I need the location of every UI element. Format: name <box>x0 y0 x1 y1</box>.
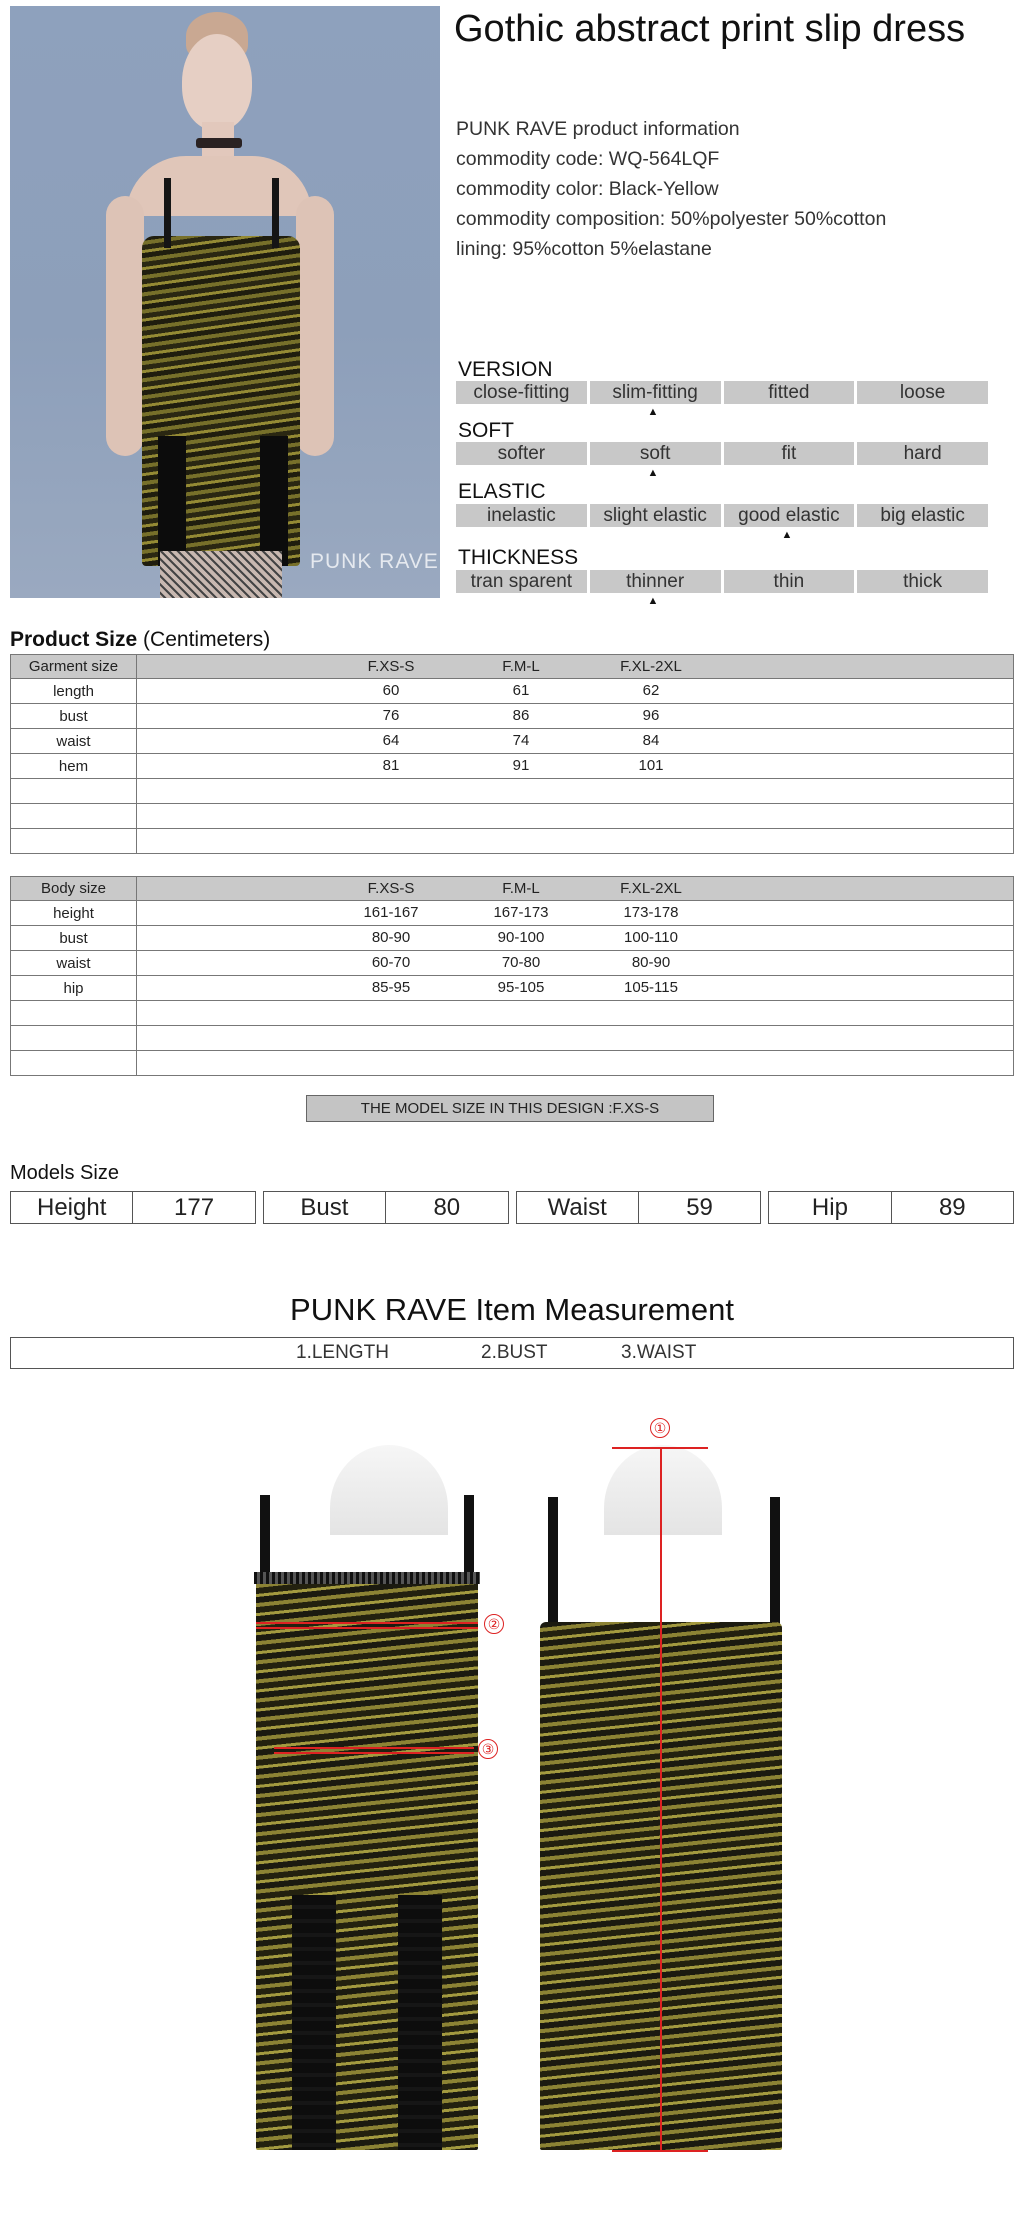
front-dress <box>256 1578 478 2150</box>
empty-cell <box>137 1051 1014 1076</box>
scale-title-soft: SOFT <box>458 419 514 442</box>
models-pair-hip <box>768 1191 1014 1224</box>
cell-value: 60 <box>382 682 400 699</box>
scale-title-elastic: ELASTIC <box>458 480 546 503</box>
scale-option: close-fitting <box>456 381 587 404</box>
table-row-empty <box>11 779 1014 804</box>
cell-value: 84 <box>642 732 660 749</box>
empty-cell <box>137 829 1014 854</box>
scale-marker-thickness: ▲ <box>647 595 659 607</box>
row-label: height <box>11 901 137 926</box>
cell-value: 86 <box>512 707 530 724</box>
models-label: Hip <box>811 1194 848 1221</box>
row-values <box>137 926 1014 951</box>
info-brand-line: PUNK RAVE product information <box>456 118 740 140</box>
empty-cell <box>11 1051 137 1076</box>
info-lining: lining: 95%cotton 5%elastane <box>456 238 712 260</box>
models-value: 177 <box>132 1192 254 1223</box>
body-size-table <box>10 876 1014 1076</box>
empty-cell <box>11 1001 137 1026</box>
size-column-header: F.M-L <box>502 880 540 897</box>
scale-marker-elastic: ▲ <box>781 529 793 541</box>
models-pair-height <box>10 1191 256 1224</box>
size-column-header: F.XS-S <box>367 880 415 897</box>
models-value: 59 <box>638 1192 760 1223</box>
row-values <box>137 976 1014 1001</box>
dress-strap <box>164 178 171 248</box>
dress-slit <box>260 436 288 566</box>
product-title: Gothic abstract print slip dress <box>454 8 966 50</box>
scale-option: thin <box>724 570 855 593</box>
front-slit <box>398 1895 442 2150</box>
table-row <box>11 729 1014 754</box>
scale-option: loose <box>857 381 988 404</box>
table-row-empty <box>11 1051 1014 1076</box>
measurement-item-bust: 2.BUST <box>481 1342 548 1363</box>
table-header-label: Garment size <box>11 655 137 679</box>
cell-value: 101 <box>638 757 664 774</box>
cell-value: 85-95 <box>371 979 411 996</box>
scale-option: hard <box>857 442 988 465</box>
row-label: waist <box>11 951 137 976</box>
row-label: hip <box>11 976 137 1001</box>
scale-thickness <box>456 570 988 593</box>
cell-value: 100-110 <box>624 929 678 946</box>
table-row-empty <box>11 1001 1014 1026</box>
model-photo <box>10 6 440 598</box>
dress-strap <box>272 178 279 248</box>
bust-line <box>256 1627 478 1629</box>
scale-title-version: VERSION <box>458 358 553 381</box>
table-row <box>11 951 1014 976</box>
model-size-note: THE MODEL SIZE IN THIS DESIGN :F.XS-S <box>306 1095 714 1122</box>
length-marker: ① <box>650 1418 670 1438</box>
row-label: length <box>11 679 137 704</box>
mannequin-back <box>604 1445 722 1535</box>
models-label: Waist <box>547 1194 607 1221</box>
bust-marker: ② <box>484 1614 504 1634</box>
cell-value: 105-115 <box>624 979 678 996</box>
table-row-empty <box>11 804 1014 829</box>
empty-cell <box>137 804 1014 829</box>
table-row <box>11 754 1014 779</box>
waist-marker: ③ <box>478 1739 498 1759</box>
length-bottom-line <box>612 2150 708 2152</box>
scale-option: fit <box>724 442 855 465</box>
product-info <box>456 114 886 264</box>
cell-value: 167-173 <box>493 904 549 921</box>
empty-cell <box>11 804 137 829</box>
cell-value: 173-178 <box>623 904 679 921</box>
cell-value: 91 <box>512 757 530 774</box>
scale-option: thick <box>857 570 988 593</box>
watermark: PUNK RAVE <box>310 550 439 573</box>
row-label: hem <box>11 754 137 779</box>
choker <box>196 138 242 148</box>
table-header-row <box>11 877 1014 901</box>
measurement-item-length: 1.LENGTH <box>296 1342 389 1363</box>
table-header-sizes <box>137 877 1014 901</box>
row-values <box>137 951 1014 976</box>
empty-cell <box>11 779 137 804</box>
mannequin-front <box>330 1445 448 1535</box>
cell-value: 81 <box>382 757 400 774</box>
models-value: 80 <box>385 1192 507 1223</box>
table-header-row <box>11 655 1014 679</box>
scale-option: slight elastic <box>590 504 721 527</box>
length-line <box>660 1447 662 2151</box>
cell-value: 74 <box>512 732 530 749</box>
models-pair-bust <box>263 1191 509 1224</box>
size-column-header: F.M-L <box>502 658 540 675</box>
scale-marker-version: ▲ <box>647 406 659 418</box>
lace-trim <box>254 1572 480 1584</box>
scale-option: big elastic <box>857 504 988 527</box>
size-column-header: F.XL-2XL <box>620 880 682 897</box>
cell-value: 96 <box>642 707 660 724</box>
models-size-row <box>10 1191 1014 1224</box>
scale-option: thinner <box>590 570 721 593</box>
models-value: 89 <box>891 1192 1013 1223</box>
waist-line <box>274 1747 474 1749</box>
row-label: bust <box>11 704 137 729</box>
measurement-item-waist: 3.WAIST <box>621 1342 697 1363</box>
bust-line <box>256 1622 478 1624</box>
table-row <box>11 679 1014 704</box>
size-column-header: F.XL-2XL <box>620 658 682 675</box>
table-header-sizes <box>137 655 1014 679</box>
scale-option: slim-fitting <box>590 381 721 404</box>
back-strap <box>770 1497 780 1627</box>
measurement-legend <box>10 1337 1014 1369</box>
table-row <box>11 704 1014 729</box>
row-values <box>137 729 1014 754</box>
cell-value: 90-100 <box>497 929 545 946</box>
scale-version <box>456 381 988 404</box>
size-column-header: F.XS-S <box>367 658 415 675</box>
scale-title-thickness: THICKNESS <box>458 546 579 569</box>
cell-value: 61 <box>512 682 530 699</box>
table-row <box>11 901 1014 926</box>
table-row <box>11 926 1014 951</box>
cell-value: 80-90 <box>371 929 411 946</box>
model-shoulders <box>126 156 312 216</box>
cell-value: 76 <box>382 707 400 724</box>
product-size-label: Product Size <box>10 628 138 651</box>
info-composition: commodity composition: 50%polyester 50%cotton <box>456 208 887 230</box>
row-label: waist <box>11 729 137 754</box>
dress-slit <box>158 436 186 566</box>
back-strap <box>548 1497 558 1627</box>
waist-line <box>274 1752 474 1754</box>
cell-value: 161-167 <box>363 904 419 921</box>
cell-value: 60-70 <box>371 954 411 971</box>
info-code: commodity code: WQ-564LQF <box>456 148 720 170</box>
row-values <box>137 901 1014 926</box>
model-head <box>182 34 252 130</box>
row-label: bust <box>11 926 137 951</box>
fishnet-legs <box>160 551 282 598</box>
scale-option: tran sparent <box>456 570 587 593</box>
row-values <box>137 679 1014 704</box>
table-row <box>11 976 1014 1001</box>
row-values <box>137 754 1014 779</box>
scale-option: good elastic <box>724 504 855 527</box>
garment-size-table <box>10 654 1014 854</box>
scale-elastic <box>456 504 988 527</box>
cell-value: 70-80 <box>501 954 541 971</box>
scale-option: soft <box>590 442 721 465</box>
cell-value: 80-90 <box>631 954 671 971</box>
scale-option: softer <box>456 442 587 465</box>
scale-option: fitted <box>724 381 855 404</box>
cell-value: 95-105 <box>497 979 545 996</box>
empty-cell <box>11 1026 137 1051</box>
table-header-label: Body size <box>11 877 137 901</box>
models-pair-waist <box>516 1191 762 1224</box>
empty-cell <box>137 1001 1014 1026</box>
scale-soft <box>456 442 988 465</box>
empty-cell <box>137 1026 1014 1051</box>
scale-option: inelastic <box>456 504 587 527</box>
product-size-unit: (Centimeters) <box>143 628 271 651</box>
empty-cell <box>11 829 137 854</box>
model-arm-right <box>106 196 144 456</box>
scale-marker-soft: ▲ <box>647 467 659 479</box>
row-values <box>137 704 1014 729</box>
product-size-title <box>10 628 270 652</box>
info-color: commodity color: Black-Yellow <box>456 178 719 200</box>
models-size-title: Models Size <box>10 1162 119 1184</box>
front-slit <box>292 1895 336 2150</box>
cell-value: 64 <box>382 732 400 749</box>
cell-value: 62 <box>642 682 660 699</box>
empty-cell <box>137 779 1014 804</box>
measurement-title: PUNK RAVE Item Measurement <box>290 1292 734 1327</box>
models-label: Height <box>37 1194 107 1221</box>
table-row-empty <box>11 829 1014 854</box>
table-row-empty <box>11 1026 1014 1051</box>
model-arm-left <box>296 196 334 456</box>
models-label: Bust <box>300 1194 349 1221</box>
